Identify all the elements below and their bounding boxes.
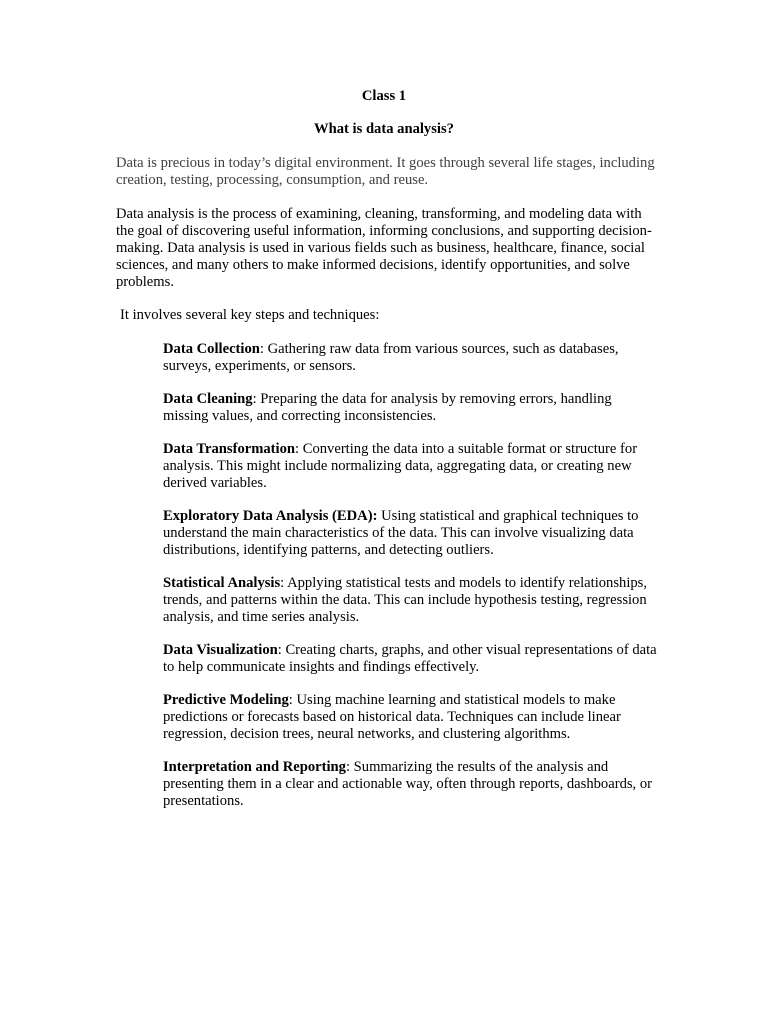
step-term: Data Cleaning (163, 391, 253, 407)
step-description: Summarizing the results of the analysis and presenting them in a clear and actionable way, often through reports, dashboards, or presentations. (163, 759, 652, 809)
section-heading: What is data analysis? (314, 121, 454, 137)
step-item (163, 575, 658, 626)
step-description: Converting the data into a suitable format or structure for analysis. This might include normalizing data, aggregating data, or creating new derived variables. (163, 441, 638, 491)
step-term: Interpretation and Reporting (163, 759, 346, 775)
step-separator: : (295, 441, 303, 457)
step-item (163, 341, 658, 375)
step-term: Statistical Analysis (163, 575, 281, 591)
step-item (163, 508, 658, 559)
step-item (163, 441, 658, 492)
step-separator: : (277, 642, 286, 658)
step-term: Data Transformation (163, 441, 296, 457)
class-title: Class 1 (361, 88, 407, 104)
step-description: Gathering raw data from various sources, such as databases, surveys, experiments, or sensors. (163, 341, 619, 374)
step-separator: : (288, 692, 297, 708)
steps-list (163, 341, 658, 826)
step-description: Applying statistical tests and models to identify relationships, trends, and patterns within the data. This can include hypothesis testing, regression analysis, and time series analysis. (163, 575, 648, 625)
step-item (163, 692, 658, 743)
steps-lead-in: It involves several key steps and techniques: (120, 307, 380, 323)
step-separator: : (280, 575, 288, 591)
step-term: Data Visualization (163, 642, 278, 658)
definition-paragraph: Data analysis is the process of examining, cleaning, transforming, and modeling data with the goal of discovering useful information, informing conclusions, and supporting decision-making. Data analysis is used in various fields such as business, healthcare, finance, social sciences, and many others to make informed decisions, identify opportunities, and solve problems. (116, 206, 652, 290)
step-description: Preparing the data for analysis by removing errors, handling missing values, and correcting inconsistencies. (163, 391, 612, 424)
step-separator: : (252, 391, 261, 407)
intro-paragraph: Data is precious in today’s digital environment. It goes through several life stages, including creation, testing, processing, consumption, and reuse. (116, 155, 655, 188)
step-term: Exploratory Data Analysis (EDA): (163, 508, 378, 524)
step-separator: : (259, 341, 268, 357)
step-description: Using machine learning and statistical models to make predictions or forecasts based on historical data. Techniques can include linear regression, decision trees, neural networks, and clustering algorithms. (163, 692, 621, 742)
step-separator: : (345, 759, 354, 775)
step-description: Creating charts, graphs, and other visual representations of data to help communicate insights and findings effectively. (163, 642, 657, 675)
step-item (163, 391, 658, 425)
step-item (163, 642, 658, 676)
step-item (163, 759, 658, 810)
step-term: Data Collection (163, 341, 260, 357)
step-description: Using statistical and graphical techniques to understand the main characteristics of the data. This can involve visualizing data distributions, identifying patterns, and detecting outliers. (163, 508, 639, 558)
step-term: Predictive Modeling (163, 692, 289, 708)
